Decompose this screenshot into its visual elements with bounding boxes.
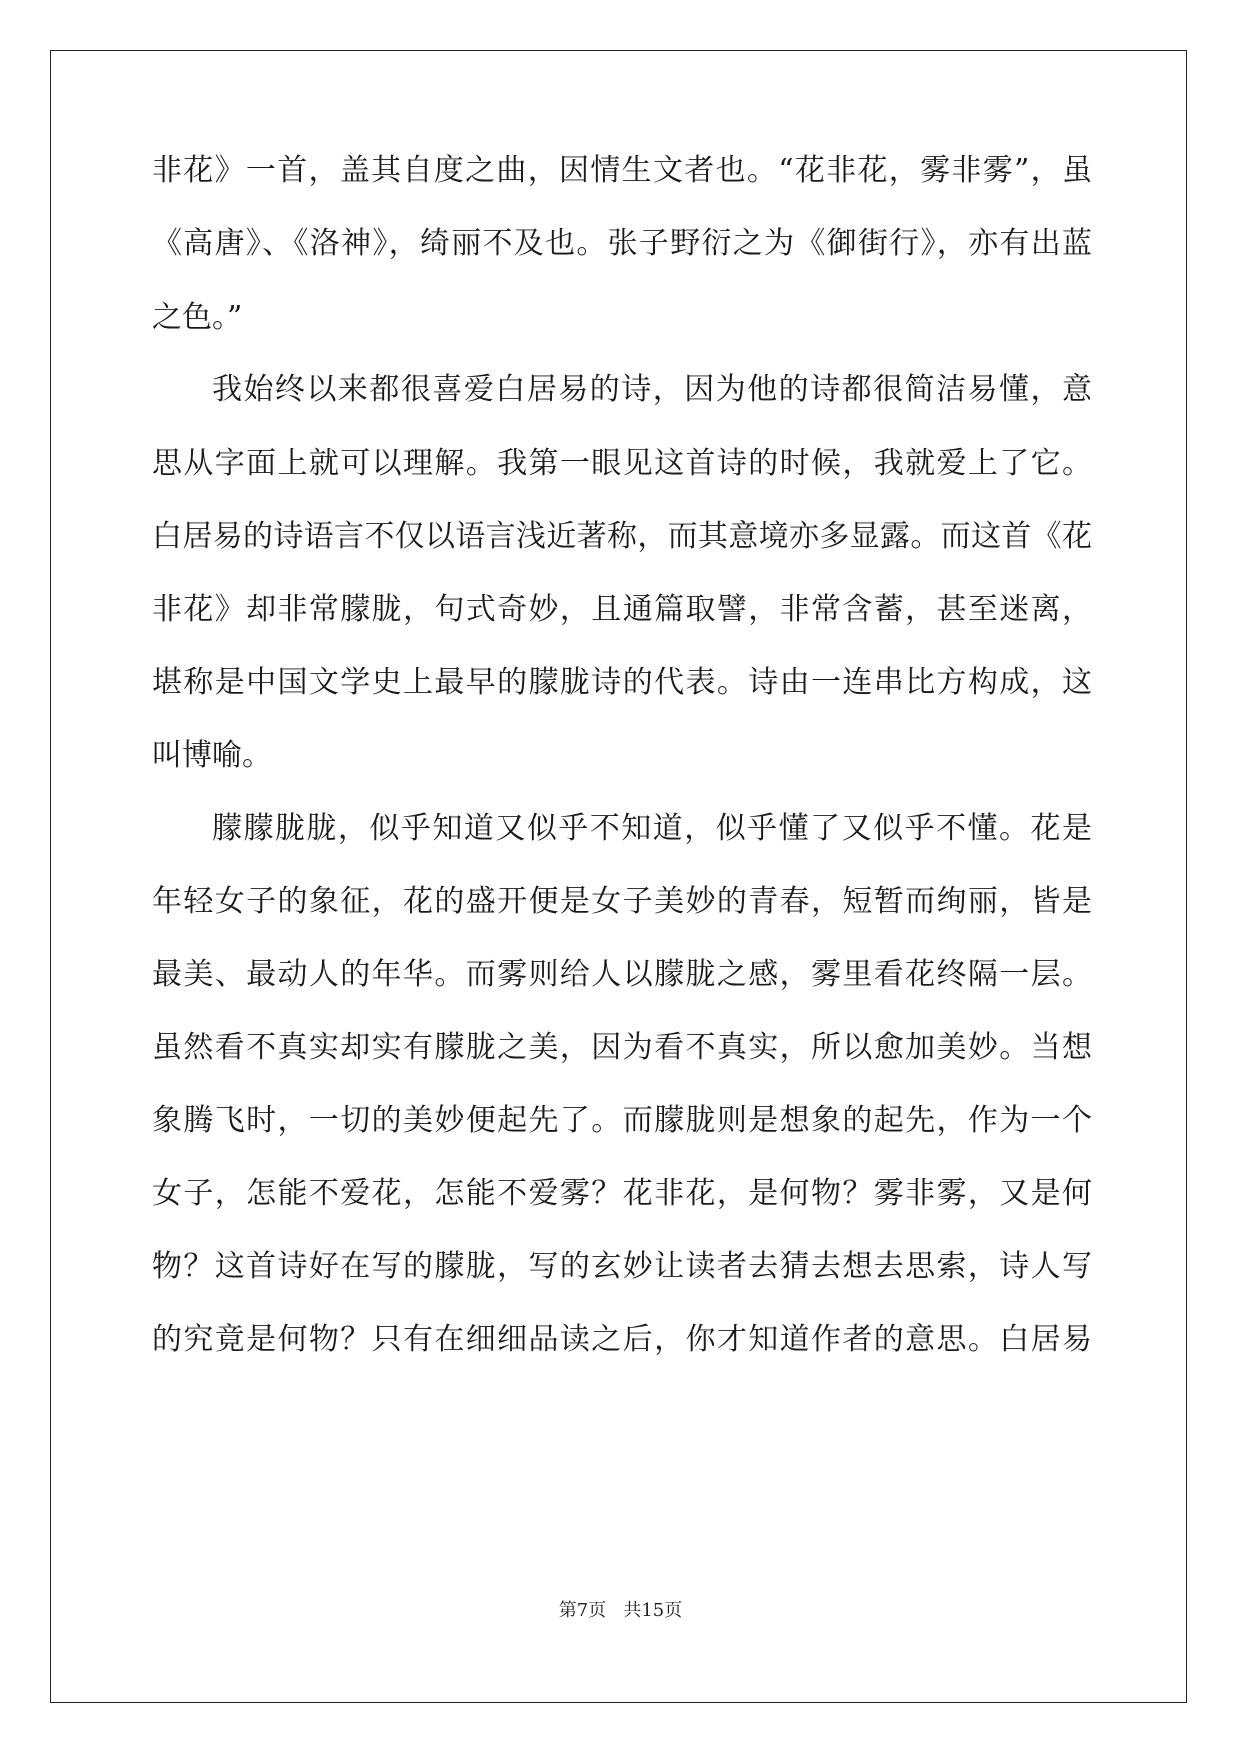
text-line: 非花》却非常朦胧，句式奇妙，且通篇取譬，非常含蓄，甚至迷离，: [152, 592, 1092, 627]
text-line: 我始终以来都很喜爱白居易的诗，因为他的诗都很简洁易懂，意: [212, 372, 1092, 407]
page-footer: 第7页 共15页: [558, 1600, 683, 1621]
text-line: 堪称是中国文学史上最早的朦胧诗的代表。诗由一连串比方构成，这: [152, 665, 1092, 700]
text-line: 的究竟是何物？只有在细细品读之后，你才知道作者的意思。白居易: [152, 1322, 1092, 1357]
text-line: 叫博喻。: [152, 738, 272, 773]
text-line: 《高唐》、《洛神》，绮丽不及也。张子野衍之为《御街行》，亦有出蓝: [152, 226, 1092, 261]
text-line: 象腾飞时，一切的美妙便起先了。而朦胧则是想象的起先，作为一个: [152, 1103, 1092, 1138]
text-line: 之色。”: [152, 300, 243, 335]
text-line: 非花》一首，盖其自度之曲，因情生文者也。“花非花，雾非雾”，虽: [152, 153, 1092, 188]
text-line: 白居易的诗语言不仅以语言浅近著称，而其意境亦多显露。而这首《花: [152, 519, 1092, 554]
text-line: 最美、最动人的年华。而雾则给人以朦胧之感，雾里看花终隔一层。: [152, 957, 1092, 992]
text-line: 女子，怎能不爱花，怎能不爱雾？花非花，是何物？雾非雾，又是何: [152, 1176, 1092, 1211]
text-line: 虽然看不真实却实有朦胧之美，因为看不真实，所以愈加美妙。当想: [152, 1030, 1092, 1065]
text-line: 物？这首诗好在写的朦胧，写的玄妙让读者去猜去想去思索，诗人写: [152, 1249, 1092, 1284]
text-line: 思从字面上就可以理解。我第一眼见这首诗的时候，我就爱上了它。: [152, 446, 1092, 481]
text-line: 朦朦胧胧，似乎知道又似乎不知道，似乎懂了又似乎不懂。花是: [212, 811, 1092, 846]
text-line: 年轻女子的象征，花的盛开便是女子美妙的青春，短暂而绚丽，皆是: [152, 884, 1092, 919]
